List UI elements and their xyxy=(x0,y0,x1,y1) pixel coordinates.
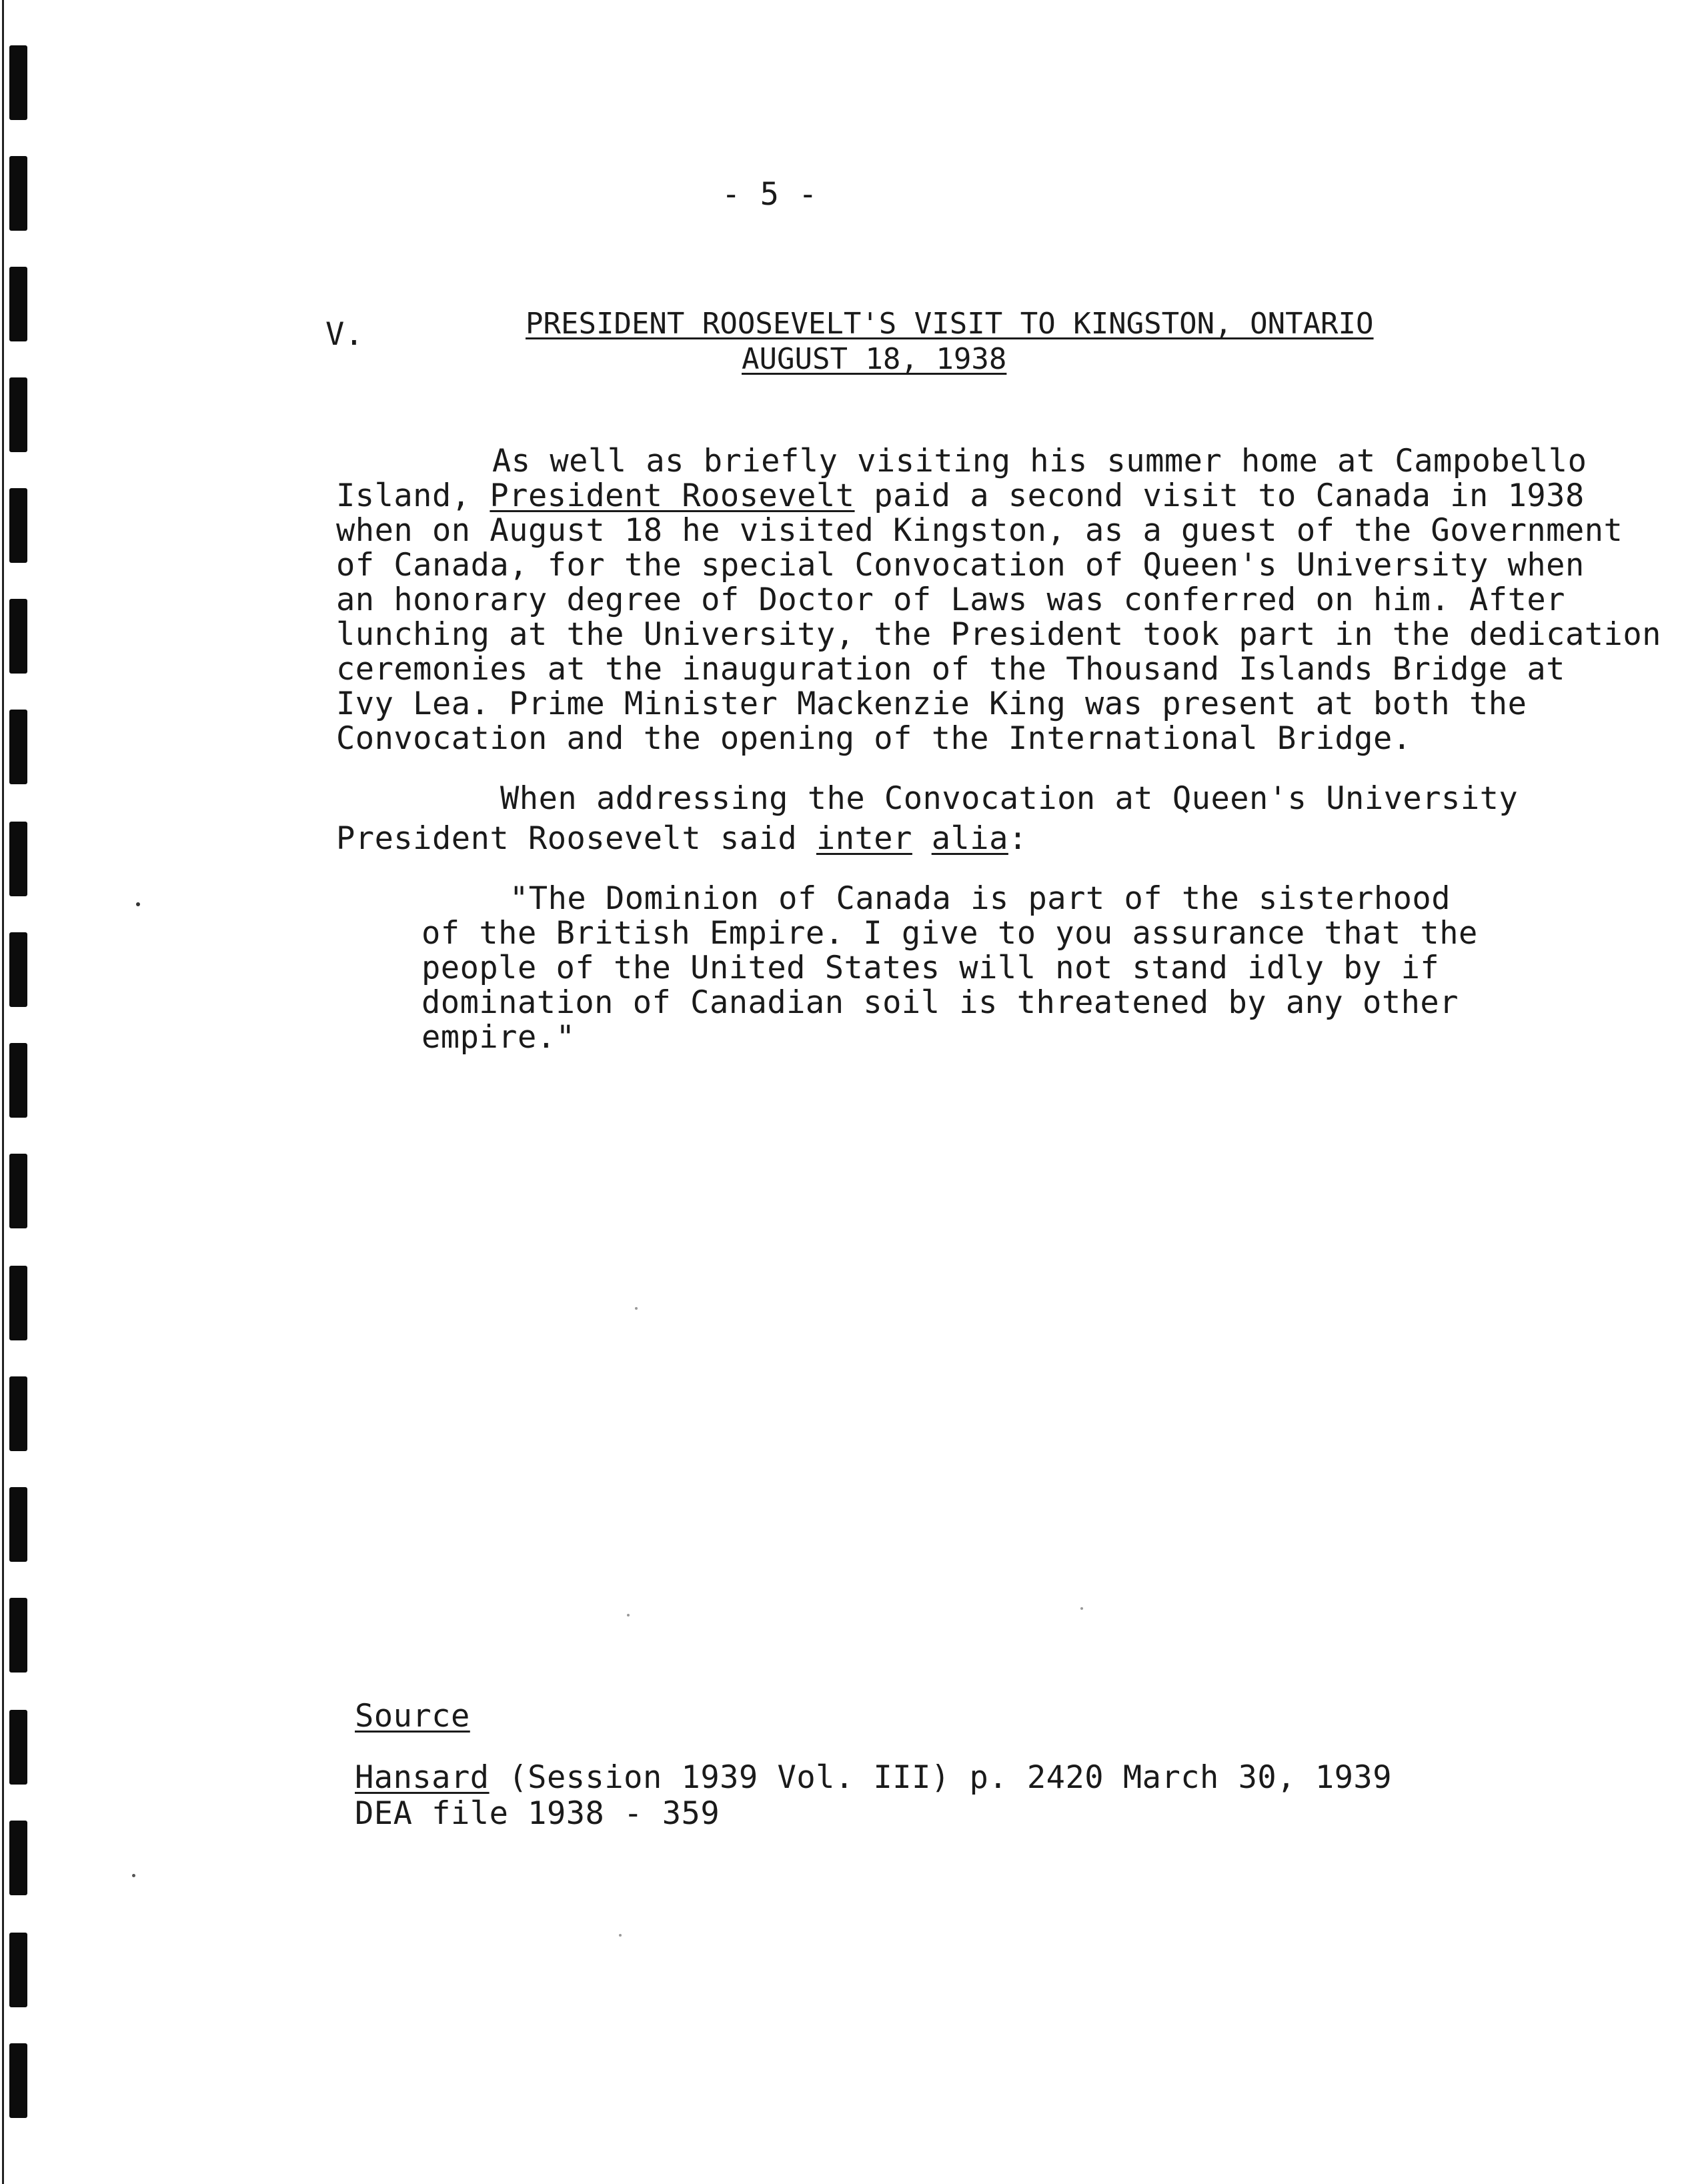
quote-line: empire." xyxy=(421,1019,576,1056)
scan-speck xyxy=(1080,1607,1083,1610)
punch-hole xyxy=(9,45,27,120)
quote-line: "The Dominion of Canada is part of the sisterhood xyxy=(510,880,1451,917)
source-heading: Source xyxy=(355,1698,470,1735)
punch-hole xyxy=(9,932,27,1007)
punch-hole xyxy=(9,1487,27,1562)
paragraph-line: an honorary degree of Doctor of Laws was conferred on him. After xyxy=(336,582,1565,618)
text-span: President Roosevelt said xyxy=(336,820,816,857)
punch-hole xyxy=(9,488,27,563)
latin-word-inter: inter xyxy=(816,820,912,857)
paragraph-line: As well as briefly visiting his summer home at Campobello xyxy=(492,443,1587,479)
punch-hole xyxy=(9,710,27,784)
scan-speck xyxy=(619,1934,622,1937)
quote-line: people of the United States will not stand idly by if xyxy=(421,950,1440,986)
binding-line xyxy=(2,0,4,2184)
paragraph-line: lunching at the University, the President took part in the dedication xyxy=(336,616,1661,653)
punch-hole xyxy=(9,1821,27,1895)
punch-hole xyxy=(9,822,27,896)
punch-hole xyxy=(9,267,27,341)
punch-hole xyxy=(9,1598,27,1673)
text-span: Island, xyxy=(336,477,490,514)
scan-speck xyxy=(136,902,140,906)
paragraph-line: When addressing the Convocation at Queen's University xyxy=(500,780,1519,817)
punch-hole xyxy=(9,599,27,674)
source-reference-2: DEA file 1938 - 359 xyxy=(355,1795,720,1832)
hansard-title: Hansard xyxy=(355,1759,490,1796)
punch-hole xyxy=(9,156,27,231)
paragraph-line: Ivy Lea. Prime Minister Mackenzie King was present at both the xyxy=(336,686,1527,722)
punch-hole xyxy=(9,1266,27,1340)
section-title-line-2: AUGUST 18, 1938 xyxy=(742,342,1007,376)
text-span: (Session 1939 Vol. III) p. 2420 March 30, 1939 xyxy=(489,1759,1393,1796)
scan-speck xyxy=(627,1614,630,1616)
text-span: paid a second visit to Canada in 1938 xyxy=(854,477,1585,514)
punch-hole xyxy=(9,1376,27,1451)
punch-hole xyxy=(9,1043,27,1118)
binding-edge xyxy=(0,0,40,2184)
punch-hole xyxy=(9,377,27,452)
scan-speck xyxy=(132,1874,135,1877)
punch-hole xyxy=(9,1154,27,1228)
quote-line: of the British Empire. I give to you assurance that the xyxy=(421,915,1478,952)
section-title-line-1: PRESIDENT ROOSEVELT'S VISIT TO KINGSTON, ONTARIO xyxy=(526,307,1374,341)
page-number: - 5 - xyxy=(722,176,818,213)
paragraph-line: ceremonies at the inauguration of the Thousand Islands Bridge at xyxy=(336,651,1565,688)
paragraph-line xyxy=(336,822,1028,856)
source-reference-1 xyxy=(355,1761,1392,1795)
punch-hole xyxy=(9,2043,27,2118)
punch-hole xyxy=(9,1710,27,1785)
text-span: : xyxy=(1008,820,1028,857)
latin-word-alia: alia xyxy=(931,820,1008,857)
paragraph-line: of Canada, for the special Convocation of Queen's University when xyxy=(336,547,1585,584)
president-roosevelt-emphasis: President Roosevelt xyxy=(490,477,855,514)
punch-hole xyxy=(9,1933,27,2007)
quote-line: domination of Canadian soil is threatened by any other xyxy=(421,984,1459,1021)
paragraph-line: when on August 18 he visited Kingston, as a guest of the Government xyxy=(336,512,1623,549)
paragraph-line xyxy=(336,479,1585,513)
section-number: V. xyxy=(325,316,364,353)
scan-speck xyxy=(635,1307,638,1310)
paragraph-line: Convocation and the opening of the International Bridge. xyxy=(336,720,1412,757)
